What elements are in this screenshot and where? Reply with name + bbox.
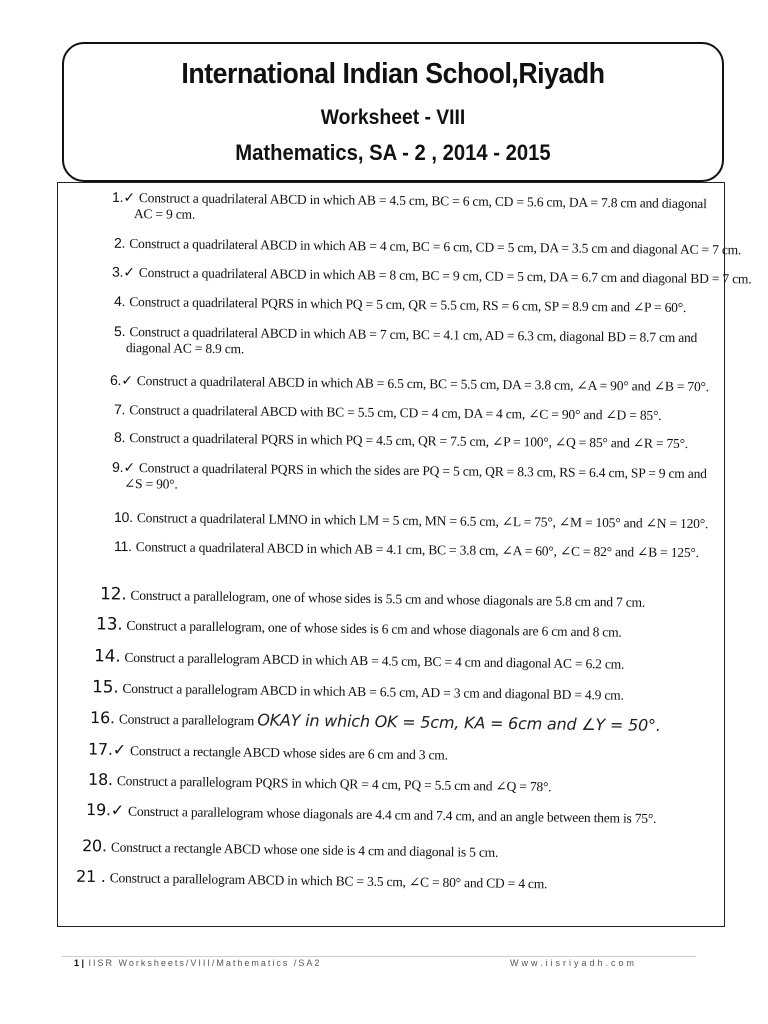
subject-title: Mathematics, SA - 2 , 2014 - 2015 <box>235 140 551 165</box>
question-21: 21 . Construct a parallelogram ABCD in which BC = 3.5 cm, ∠C = 80° and CD = 4 cm. <box>75 866 548 892</box>
question-13: 13. Construct a parallelogram, one of whose sides is 6 cm and whose diagonals are 6 cm and 8 cm. <box>95 614 622 640</box>
question-11: 11. Construct a quadrilateral ABCD in which AB = 4.1 cm, BC = 3.8 cm, ∠A = 60°, ∠C = 82° and ∠B = 125°. <box>113 537 699 561</box>
worksheet-title: Worksheet - VIII <box>320 106 466 129</box>
question-17: 17.✓ Construct a rectangle ABCD whose sides are 6 cm and 3 cm. <box>87 739 448 763</box>
question-4: 4. Construct a quadrilateral PQRS in which PQ = 5 cm, QR = 5.5 cm, RS = 6 cm, SP = 8.9 cm and ∠P = 60°. <box>113 293 687 315</box>
question-10: 10. Construct a quadrilateral LMNO in which LM = 5 cm, MN = 6.5 cm, ∠L = 75°, ∠M = 105° and ∠N = 120°. <box>113 508 709 532</box>
handwritten-note: OKAY in which OK = 5cm, KA = 6cm and ∠Y = 50°. <box>257 710 661 735</box>
question-12: 12. Construct a parallelogram, one of whose sides is 5.5 cm and whose diagonals are 5.8 cm and 7 cm. <box>99 584 646 610</box>
question-18: 18. Construct a parallelogram PQRS in which QR = 4 cm, PQ = 5.5 cm and ∠Q = 78°. <box>87 769 552 795</box>
question-15: 15. Construct a parallelogram ABCD in which AB = 6.5 cm, AD = 3 cm and diagonal BD = 4.9 cm. <box>91 677 624 703</box>
question-9: 9.✓ Construct a quadrilateral PQRS in which the sides are PQ = 5 cm, QR = 8.3 cm, RS = 6.4 cm, SP = 9 cm and ∠S = 90°. <box>112 458 707 492</box>
question-2: 2. Construct a quadrilateral ABCD in which AB = 4 cm, BC = 6 cm, CD = 5 cm, DA = 3.5 cm and diagonal AC = 7 cm. <box>113 234 742 258</box>
question-6: 6.✓ Construct a quadrilateral ABCD in which AB = 6.5 cm, BC = 5.5 cm, DA = 3.8 cm, ∠A = 90° and ∠B = 70°. <box>109 371 709 395</box>
question-7: 7. Construct a quadrilateral ABCD with BC = 5.5 cm, CD = 4 cm, DA = 4 cm, ∠C = 90° and ∠D = 85°. <box>113 401 662 423</box>
question-20: 20. Construct a rectangle ABCD whose one side is 4 cm and diagonal is 5 cm. <box>81 836 499 860</box>
question-19: 19.✓ Construct a parallelogram whose diagonals are 4.4 cm and 7.4 cm, and an angle between them is 75°. <box>85 800 657 826</box>
question-16: 16. Construct a parallelogram OKAY in which OK = 5cm, KA = 6cm and ∠Y = 50°. <box>89 708 661 735</box>
header-box <box>62 42 724 182</box>
footer-rule <box>62 956 696 957</box>
footer-website: Www.iisriyadh.com <box>510 958 638 968</box>
footer-path: 1 | IISR Worksheets/VIII/Mathematics /SA2 <box>74 958 322 968</box>
question-1: 1.✓ Construct a quadrilateral ABCD in which AB = 4.5 cm, BC = 6 cm, CD = 5.6 cm, DA = 7.8 cm and diagonal AC = 9 cm. <box>112 188 707 222</box>
question-14: 14. Construct a parallelogram ABCD in which AB = 4.5 cm, BC = 4 cm and diagonal AC = 6.2 cm. <box>93 646 625 672</box>
page-number: 1 | <box>74 958 85 968</box>
question-3: 3.✓ Construct a quadrilateral ABCD in which AB = 8 cm, BC = 9 cm, CD = 5 cm, DA = 6.7 cm and diagonal BD = 7 cm. <box>111 263 752 287</box>
question-8: 8. Construct a quadrilateral PQRS in which PQ = 4.5 cm, QR = 7.5 cm, ∠P = 100°, ∠Q = 85° and ∠R = 75°. <box>113 428 689 452</box>
question-5: 5. Construct a quadrilateral ABCD in which AB = 7 cm, BC = 4.1 cm, AD = 6.3 cm, diagonal BD = 8.7 cm and diagonal AC = 8.9 cm. <box>114 322 698 357</box>
school-name: International Indian School,Riyadh <box>181 58 605 90</box>
